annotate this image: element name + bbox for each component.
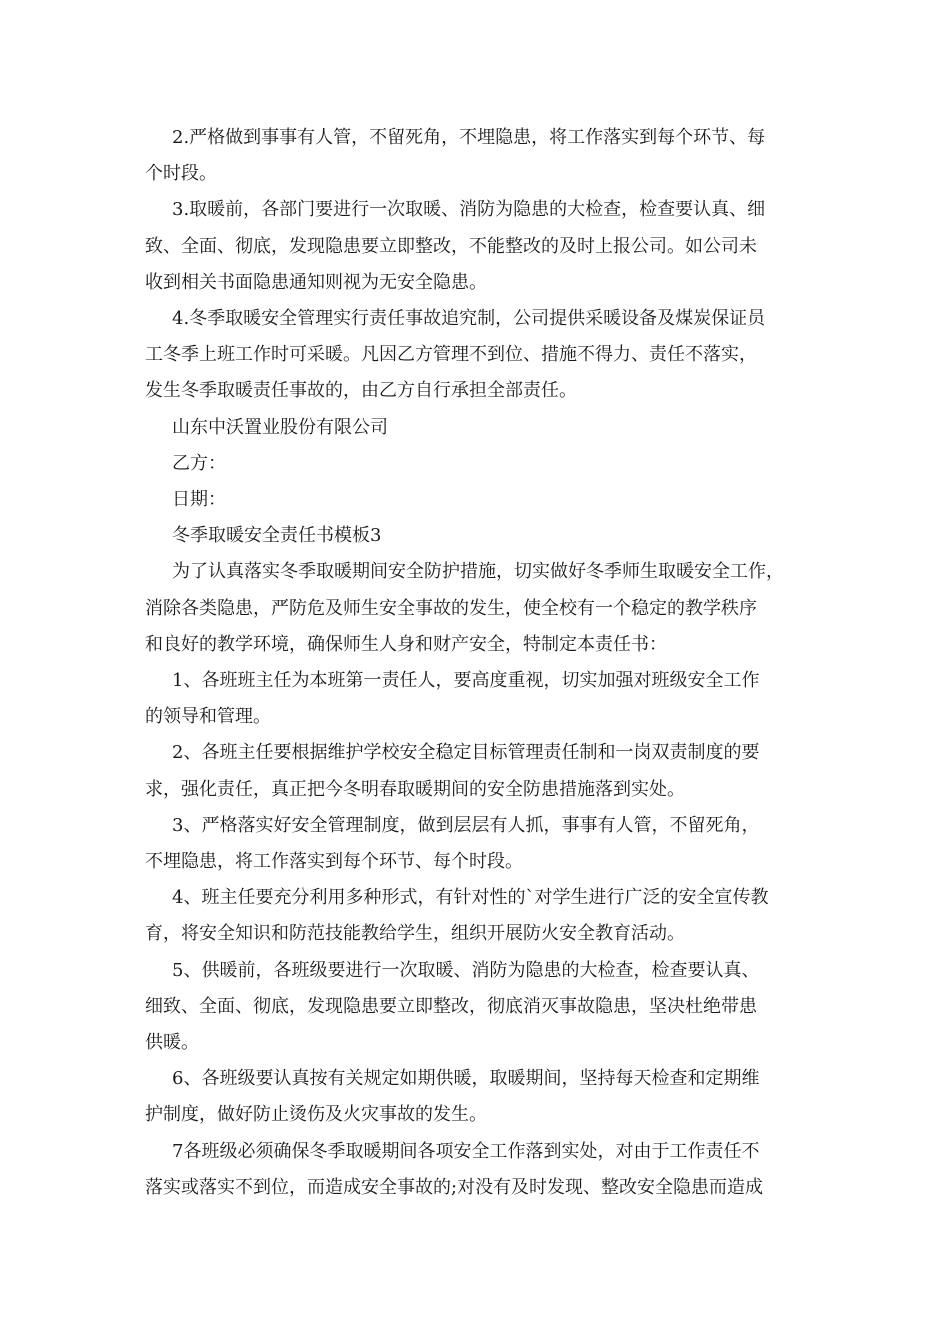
clause-4 (145, 880, 825, 952)
company-name (145, 410, 825, 446)
text-line: 5、供暖前，各班级要进行一次取暖、消防为隐患的大检查，检查要认真、 (172, 959, 760, 981)
text-line: 4、班主任要充分利用多种形式，有针对性的`对学生进行广泛的安全宣传教 (172, 887, 769, 909)
intro-paragraph (145, 554, 825, 663)
text-line: 3.取暖前，各部门要进行一次取暖、消防为隐患的大检查，检查要认真、细 (172, 199, 766, 221)
text-line: 6、各班级要认真按有关规定如期供暖，取暖期间，坚持每天检查和定期维 (172, 1068, 760, 1090)
text-line: 致、全面、彻底，发现隐患要立即整改，不能整改的及时上报公司。如公司未 (145, 235, 757, 257)
text-line: 7各班级必须确保冬季取暖期间各项安全工作落到实处，对由于工作责任不 (172, 1140, 760, 1162)
text-line: 2、各班主任要根据维护学校安全稳定目标管理责任制和一岗双责制度的要 (172, 742, 760, 764)
text-line: 工冬季上班工作时可采暖。凡因乙方管理不到位、措施不得力、责任不落实， (145, 344, 757, 366)
text-line: 求，强化责任，真正把今冬明春取暖期间的安全防患措施落到实处。 (145, 778, 685, 800)
text-line: 日期： (172, 489, 226, 511)
text-line: 3、严格落实好安全管理制度，做到层层有人抓，事事有人管，不留死角， (172, 814, 760, 836)
paragraph-item-3 (145, 192, 825, 301)
text-line: 4.冬季取暖安全管理实行责任事故追究制，公司提供采暖设备及煤炭保证员 (172, 308, 766, 330)
text-line: 1、各班班主任为本班第一责任人，要高度重视，切实加强对班级安全工作 (172, 670, 760, 692)
paragraph-item-2 (145, 120, 825, 192)
text-line: 为了认真落实冬季取暖期间安全防护措施，切实做好冬季师生取暖安全工作， (172, 561, 784, 583)
document-body (145, 120, 825, 1206)
text-line: 消除各类隐患，严防危及师生安全事故的发生，使全校有一个稳定的教学秩序 (145, 597, 757, 619)
paragraph-item-4 (145, 301, 825, 410)
clause-7 (145, 1134, 825, 1206)
text-line: 发生冬季取暖责任事故的，由乙方自行承担全部责任。 (145, 380, 577, 402)
clause-1 (145, 663, 825, 735)
text-line: 细致、全面、彻底，发现隐患要立即整改，彻底消灭事故隐患，坚决杜绝带患 (145, 995, 757, 1017)
text-line: 护制度，做好防止烫伤及火灾事故的发生。 (145, 1104, 487, 1126)
clause-2 (145, 735, 825, 807)
party-b-label (145, 446, 825, 482)
clause-5 (145, 953, 825, 1062)
text-line: 落实或落实不到位，而造成安全事故的;对没有及时发现、整改安全隐患而造成 (145, 1176, 764, 1198)
text-line: 收到相关书面隐患通知则视为无安全隐患。 (145, 271, 487, 293)
text-line: 山东中沃置业股份有限公司 (172, 416, 388, 438)
text-line: 和良好的教学环境，确保师生人身和财产安全，特制定本责任书： (145, 633, 667, 655)
text-line: 个时段。 (145, 163, 217, 185)
text-line: 冬季取暖安全责任书模板3 (172, 525, 382, 547)
text-line: 不埋隐患，将工作落实到每个环节、每个时段。 (145, 851, 523, 873)
text-line: 2.严格做到事事有人管，不留死角，不埋隐患，将工作落实到每个环节、每 (172, 127, 766, 148)
text-line: 供暖。 (145, 1032, 199, 1054)
template-title (145, 518, 825, 554)
clause-3 (145, 808, 825, 880)
text-line: 育，将安全知识和防范技能教给学生，组织开展防火安全教育活动。 (145, 923, 685, 945)
text-line: 的领导和管理。 (145, 706, 271, 728)
clause-6 (145, 1061, 825, 1133)
text-line: 乙方： (172, 452, 226, 474)
date-label (145, 482, 825, 518)
